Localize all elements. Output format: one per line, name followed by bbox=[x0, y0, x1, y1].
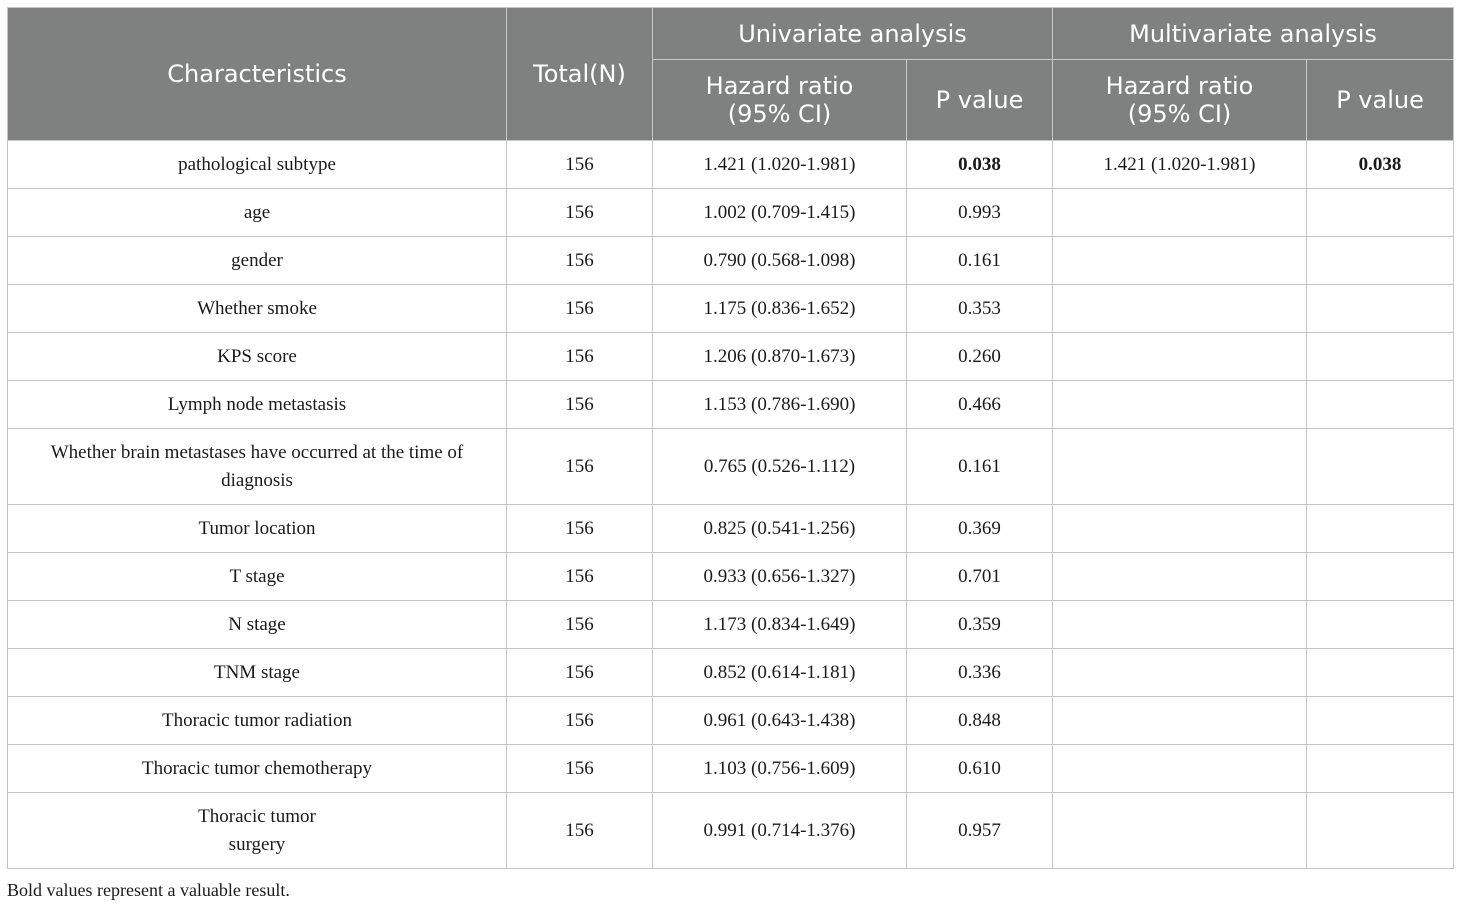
header-characteristics: Characteristics bbox=[8, 8, 507, 141]
table-row bbox=[8, 601, 1454, 649]
row-multi-p-value bbox=[1307, 697, 1454, 745]
hazard-ratio-line1: Hazard ratio bbox=[705, 72, 854, 100]
row-characteristic: Thoracic tumor chemotherapy bbox=[8, 745, 507, 793]
table-row bbox=[8, 141, 1454, 189]
row-uni-p-value: 0.260 bbox=[907, 333, 1053, 381]
row-uni-hazard-ratio: 0.790 (0.568-1.098) bbox=[653, 237, 907, 285]
row-uni-hazard-ratio: 1.175 (0.836-1.652) bbox=[653, 285, 907, 333]
row-uni-p-value: 0.359 bbox=[907, 601, 1053, 649]
row-uni-p-value: 0.957 bbox=[907, 793, 1053, 869]
row-multi-p-value: 0.038 bbox=[1307, 141, 1454, 189]
row-characteristic: T stage bbox=[8, 553, 507, 601]
header-uni-p-value: P value bbox=[907, 60, 1053, 141]
row-total: 156 bbox=[507, 189, 653, 237]
header-multi-p-value: P value bbox=[1307, 60, 1454, 141]
table-row bbox=[8, 429, 1454, 505]
row-characteristic-line2: surgery bbox=[228, 833, 286, 855]
row-multi-p-value bbox=[1307, 189, 1454, 237]
row-total: 156 bbox=[507, 285, 653, 333]
row-multi-hazard-ratio bbox=[1053, 697, 1307, 745]
row-uni-p-value: 0.038 bbox=[907, 141, 1053, 189]
row-multi-p-value bbox=[1307, 649, 1454, 697]
row-total: 156 bbox=[507, 381, 653, 429]
row-characteristic: TNM stage bbox=[8, 649, 507, 697]
cox-regression-table-container bbox=[7, 7, 1453, 869]
row-multi-hazard-ratio bbox=[1053, 553, 1307, 601]
header-multi-hazard-ratio bbox=[1053, 60, 1307, 141]
header-total: Total(N) bbox=[507, 8, 653, 141]
row-multi-p-value bbox=[1307, 793, 1454, 869]
table-row bbox=[8, 189, 1454, 237]
row-characteristic: N stage bbox=[8, 601, 507, 649]
row-multi-p-value bbox=[1307, 601, 1454, 649]
row-uni-hazard-ratio: 0.852 (0.614-1.181) bbox=[653, 649, 907, 697]
row-uni-hazard-ratio: 1.421 (1.020-1.981) bbox=[653, 141, 907, 189]
row-characteristic: Whether brain metastases have occurred at the time of diagnosis bbox=[8, 429, 507, 505]
table-row bbox=[8, 649, 1454, 697]
table-row bbox=[8, 745, 1454, 793]
row-characteristic: pathological subtype bbox=[8, 141, 507, 189]
row-uni-hazard-ratio: 1.206 (0.870-1.673) bbox=[653, 333, 907, 381]
table-row bbox=[8, 697, 1454, 745]
row-total: 156 bbox=[507, 237, 653, 285]
table-row bbox=[8, 237, 1454, 285]
row-multi-hazard-ratio bbox=[1053, 429, 1307, 505]
header-multivariate: Multivariate analysis bbox=[1053, 8, 1454, 60]
row-total: 156 bbox=[507, 505, 653, 553]
row-total: 156 bbox=[507, 697, 653, 745]
row-multi-p-value bbox=[1307, 505, 1454, 553]
row-uni-p-value: 0.336 bbox=[907, 649, 1053, 697]
hazard-ratio-line1: Hazard ratio bbox=[1105, 72, 1254, 100]
row-uni-hazard-ratio: 0.933 (0.656-1.327) bbox=[653, 553, 907, 601]
row-multi-p-value bbox=[1307, 553, 1454, 601]
table-row bbox=[8, 381, 1454, 429]
row-characteristic: Whether smoke bbox=[8, 285, 507, 333]
row-uni-hazard-ratio: 1.153 (0.786-1.690) bbox=[653, 381, 907, 429]
row-multi-hazard-ratio bbox=[1053, 237, 1307, 285]
row-total: 156 bbox=[507, 601, 653, 649]
row-uni-p-value: 0.848 bbox=[907, 697, 1053, 745]
row-characteristic: Thoracic tumor radiation bbox=[8, 697, 507, 745]
row-multi-hazard-ratio bbox=[1053, 333, 1307, 381]
row-uni-p-value: 0.161 bbox=[907, 237, 1053, 285]
row-multi-hazard-ratio: 1.421 (1.020-1.981) bbox=[1053, 141, 1307, 189]
row-characteristic: Tumor location bbox=[8, 505, 507, 553]
hazard-ratio-line2: (95% CI) bbox=[727, 100, 832, 128]
row-uni-hazard-ratio: 0.991 (0.714-1.376) bbox=[653, 793, 907, 869]
row-multi-hazard-ratio bbox=[1053, 649, 1307, 697]
row-total: 156 bbox=[507, 793, 653, 869]
row-uni-hazard-ratio: 0.961 (0.643-1.438) bbox=[653, 697, 907, 745]
row-total: 156 bbox=[507, 649, 653, 697]
row-total: 156 bbox=[507, 429, 653, 505]
row-characteristic: gender bbox=[8, 237, 507, 285]
table-row bbox=[8, 505, 1454, 553]
row-uni-p-value: 0.466 bbox=[907, 381, 1053, 429]
row-multi-hazard-ratio bbox=[1053, 745, 1307, 793]
table-row bbox=[8, 333, 1454, 381]
row-multi-hazard-ratio bbox=[1053, 285, 1307, 333]
row-multi-p-value bbox=[1307, 285, 1454, 333]
row-multi-p-value bbox=[1307, 429, 1454, 505]
table-footnote: Bold values represent a valuable result. bbox=[7, 880, 290, 900]
row-multi-hazard-ratio bbox=[1053, 793, 1307, 869]
row-uni-hazard-ratio: 1.103 (0.756-1.609) bbox=[653, 745, 907, 793]
row-characteristic: age bbox=[8, 189, 507, 237]
row-total: 156 bbox=[507, 745, 653, 793]
row-multi-p-value bbox=[1307, 237, 1454, 285]
row-uni-hazard-ratio: 1.002 (0.709-1.415) bbox=[653, 189, 907, 237]
header-univariate: Univariate analysis bbox=[653, 8, 1053, 60]
row-total: 156 bbox=[507, 553, 653, 601]
row-uni-hazard-ratio: 0.765 (0.526-1.112) bbox=[653, 429, 907, 505]
row-multi-hazard-ratio bbox=[1053, 505, 1307, 553]
row-uni-p-value: 0.701 bbox=[907, 553, 1053, 601]
row-uni-p-value: 0.161 bbox=[907, 429, 1053, 505]
row-total: 156 bbox=[507, 333, 653, 381]
row-uni-hazard-ratio: 0.825 (0.541-1.256) bbox=[653, 505, 907, 553]
row-multi-p-value bbox=[1307, 333, 1454, 381]
row-characteristic: KPS score bbox=[8, 333, 507, 381]
row-multi-hazard-ratio bbox=[1053, 601, 1307, 649]
row-characteristic-line1: Thoracic tumor bbox=[198, 805, 316, 827]
row-uni-p-value: 0.369 bbox=[907, 505, 1053, 553]
row-multi-p-value bbox=[1307, 745, 1454, 793]
row-characteristic: Lymph node metastasis bbox=[8, 381, 507, 429]
row-multi-hazard-ratio bbox=[1053, 381, 1307, 429]
table-row bbox=[8, 553, 1454, 601]
row-multi-hazard-ratio bbox=[1053, 189, 1307, 237]
row-uni-p-value: 0.993 bbox=[907, 189, 1053, 237]
cox-regression-table bbox=[7, 7, 1454, 869]
row-total: 156 bbox=[507, 141, 653, 189]
table-row bbox=[8, 285, 1454, 333]
table-row bbox=[8, 793, 1454, 869]
row-uni-p-value: 0.610 bbox=[907, 745, 1053, 793]
row-multi-p-value bbox=[1307, 381, 1454, 429]
hazard-ratio-line2: (95% CI) bbox=[1127, 100, 1232, 128]
row-uni-p-value: 0.353 bbox=[907, 285, 1053, 333]
row-uni-hazard-ratio: 1.173 (0.834-1.649) bbox=[653, 601, 907, 649]
row-characteristic bbox=[8, 793, 507, 869]
header-uni-hazard-ratio bbox=[653, 60, 907, 141]
